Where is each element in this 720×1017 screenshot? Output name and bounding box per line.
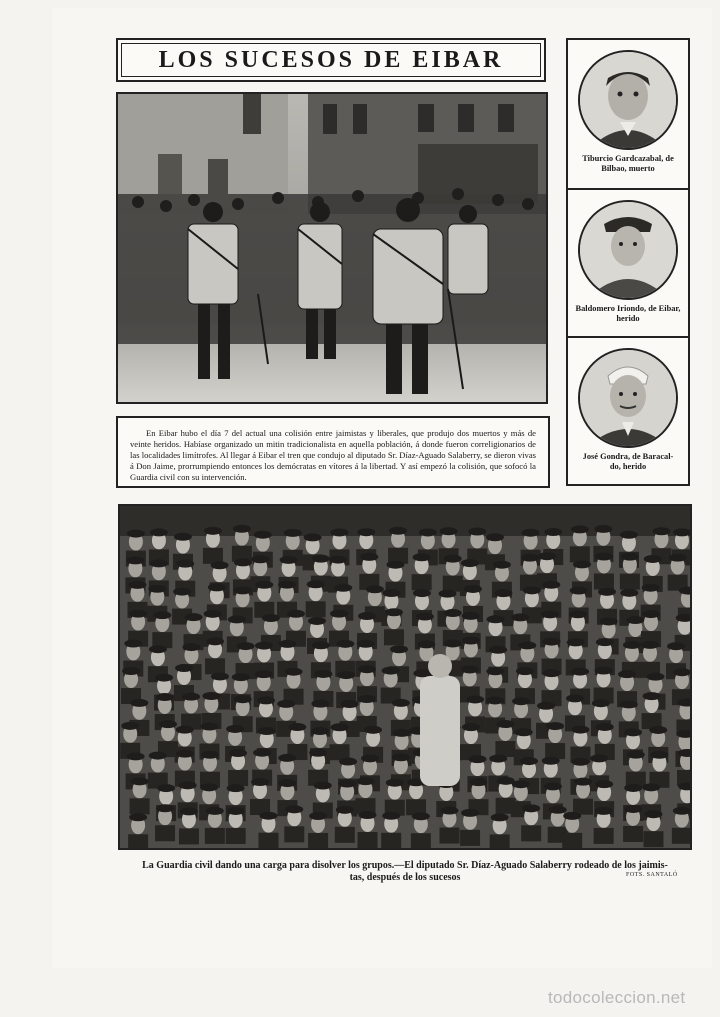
- portrait-name-2: [572, 304, 684, 324]
- portrait-name-3: [572, 452, 684, 472]
- watermark-logo: todocoleccion.net: [548, 988, 686, 1007]
- article-caption-box: [116, 416, 550, 488]
- portrait-name-2-line1: Baldomero Iriondo, de Eibar,: [575, 304, 681, 313]
- headline-box: [116, 38, 546, 82]
- guardia-civil-photo: [116, 92, 548, 404]
- portrait-name-2-line2: herido: [616, 314, 640, 323]
- portrait-photo-3: [578, 348, 678, 448]
- crowd-caption-line1: La Guardia civil dando una carga para disolver los grupos.—El diputado Sr. Díaz-Aguado Salaberry rodeado de los jaimis-: [142, 860, 668, 871]
- crowd-caption-line2: tas, después de los sucesos: [349, 872, 461, 883]
- crowd-photo: [118, 504, 692, 850]
- portrait-column: [566, 38, 690, 486]
- portrait-name-1-line2: Bilbao, muerto: [601, 164, 655, 173]
- portrait-name-3-line2: do, herido: [609, 462, 647, 471]
- photo-credit: FOTS. SANTALÓ: [626, 872, 678, 878]
- guardia-civil-scene: [118, 94, 546, 402]
- portrait-cell-3: [568, 336, 688, 486]
- portrait-photo-2: [578, 200, 678, 300]
- article-caption-text: En Eibar hubo el día 7 del actual una colisión entre jaimistas y liberales, que produjo dos muertos y más de veinte heridos. Habíase organizado un mitin tradicionalista en aquella población, á donde fueron correligionarios de las localidades limítrofes. Al llegar á Eibar el tren que condujo al diputado Sr. Díaz-Aguado Salaberry, se dieron vivas á Don Jaime, prorrumpiendo entonces los demócratas en vítores á la libertad. Y así empezó la colisión, que sofocó la Guardia civil con su intervención.: [130, 428, 536, 482]
- portrait-name-3-line1: José Gondra, de Baracal-: [582, 452, 674, 461]
- portrait-name-1: [572, 154, 684, 174]
- page-title: LOS SUCESOS DE EIBAR: [158, 46, 504, 73]
- portrait-photo-1: [578, 50, 678, 150]
- portrait-cell-1: [568, 40, 688, 188]
- portrait-cell-2: [568, 188, 688, 338]
- portrait-name-1-line1: Tiburcio Gardcazabal, de: [582, 154, 674, 163]
- crowd-photo-caption: [118, 860, 692, 884]
- crowd-scene: [120, 506, 690, 848]
